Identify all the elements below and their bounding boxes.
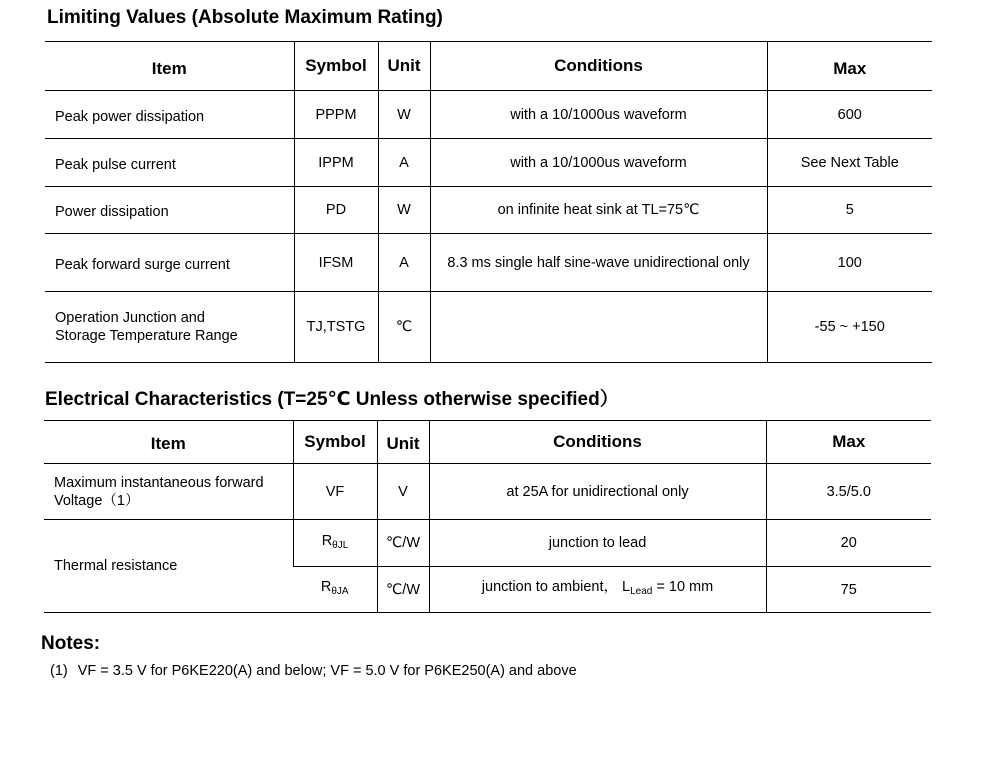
table-row <box>45 91 932 139</box>
item-cell <box>45 292 294 363</box>
conditions-text: junction to ambient， L <box>481 579 631 595</box>
symbol-main: R <box>321 532 333 549</box>
limiting-values-table <box>45 41 932 363</box>
limiting-values-title: Limiting Values (Absolute Maximum Rating) <box>47 7 443 28</box>
symbol-cell: PD <box>294 187 378 234</box>
symbol-cell: IFSM <box>294 234 378 292</box>
header-unit: Unit <box>377 421 429 464</box>
conditions-cell: on infinite heat sink at TL=75℃ <box>430 187 767 234</box>
table-row <box>44 464 931 520</box>
item-line-1: Operation Junction and <box>55 310 205 326</box>
unit-cell: A <box>378 139 430 187</box>
max-cell: 75 <box>766 567 931 613</box>
conditions-cell: 8.3 ms single half sine-wave unidirectional only <box>430 234 767 292</box>
symbol-cell <box>293 520 377 567</box>
conditions-cell: junction to lead <box>429 520 766 567</box>
item-line-2: Voltage（1） <box>54 492 140 509</box>
header-unit: Unit <box>378 42 430 91</box>
symbol-cell <box>293 567 377 613</box>
note-number: (1) <box>50 663 68 679</box>
symbol-cell: VF <box>293 464 377 520</box>
table-row <box>44 520 931 567</box>
header-symbol: Symbol <box>293 421 377 464</box>
max-cell: 20 <box>766 520 931 567</box>
item-cell: Power dissipation <box>45 187 294 234</box>
symbol-cell: PPPM <box>294 91 378 139</box>
max-cell: 5 <box>767 187 932 234</box>
unit-cell: W <box>378 91 430 139</box>
symbol-subscript: θJA <box>331 586 349 597</box>
max-cell: 100 <box>767 234 932 292</box>
symbol-cell: TJ,TSTG <box>294 292 378 363</box>
item-cell: Thermal resistance <box>44 520 293 613</box>
conditions-text-end: = 10 mm <box>652 579 714 595</box>
table-header-row <box>45 42 932 91</box>
max-cell: 600 <box>767 91 932 139</box>
item-cell: Peak pulse current <box>45 139 294 187</box>
conditions-cell: with a 10/1000us waveform <box>430 139 767 187</box>
note-text: VF = 3.5 V for P6KE220(A) and below; VF = 5.0 V for P6KE250(A) and above <box>77 663 577 679</box>
header-conditions: Conditions <box>430 42 767 91</box>
max-cell: 3.5/5.0 <box>766 464 931 520</box>
conditions-subscript: Lead <box>630 586 653 597</box>
unit-cell: W <box>378 187 430 234</box>
unit-cell: V <box>377 464 429 520</box>
table-row <box>45 187 932 234</box>
conditions-cell <box>429 567 766 613</box>
conditions-cell <box>430 292 767 363</box>
max-cell: See Next Table <box>767 139 932 187</box>
table-header-row <box>44 421 931 464</box>
symbol-cell: IPPM <box>294 139 378 187</box>
unit-cell: ℃ <box>378 292 430 363</box>
unit-cell: ℃/W <box>377 567 429 613</box>
header-symbol: Symbol <box>294 42 378 91</box>
note-item <box>50 663 577 679</box>
conditions-cell: at 25A for unidirectional only <box>429 464 766 520</box>
max-cell: -55 ~ +150 <box>767 292 932 363</box>
header-item: Item <box>44 421 293 464</box>
header-conditions: Conditions <box>429 421 766 464</box>
electrical-characteristics-table <box>44 420 931 613</box>
table-row <box>45 292 932 363</box>
header-max: Max <box>766 421 931 464</box>
header-max: Max <box>767 42 932 91</box>
notes-title: Notes: <box>41 633 101 654</box>
header-item: Item <box>45 42 294 91</box>
unit-cell: A <box>378 234 430 292</box>
item-cell: Peak forward surge current <box>45 234 294 292</box>
table-row <box>45 234 932 292</box>
electrical-characteristics-title: Electrical Characteristics (T=25℃ Unless otherwise specified） <box>45 389 619 410</box>
item-cell <box>44 464 293 520</box>
conditions-cell: with a 10/1000us waveform <box>430 91 767 139</box>
table-row <box>45 139 932 187</box>
symbol-main: R <box>320 579 332 595</box>
unit-cell: ℃/W <box>377 520 429 567</box>
symbol-subscript: θJL <box>332 539 349 551</box>
item-line-1: Maximum instantaneous forward <box>54 474 264 491</box>
item-cell: Peak power dissipation <box>45 91 294 139</box>
item-line-2: Storage Temperature Range <box>55 328 238 344</box>
